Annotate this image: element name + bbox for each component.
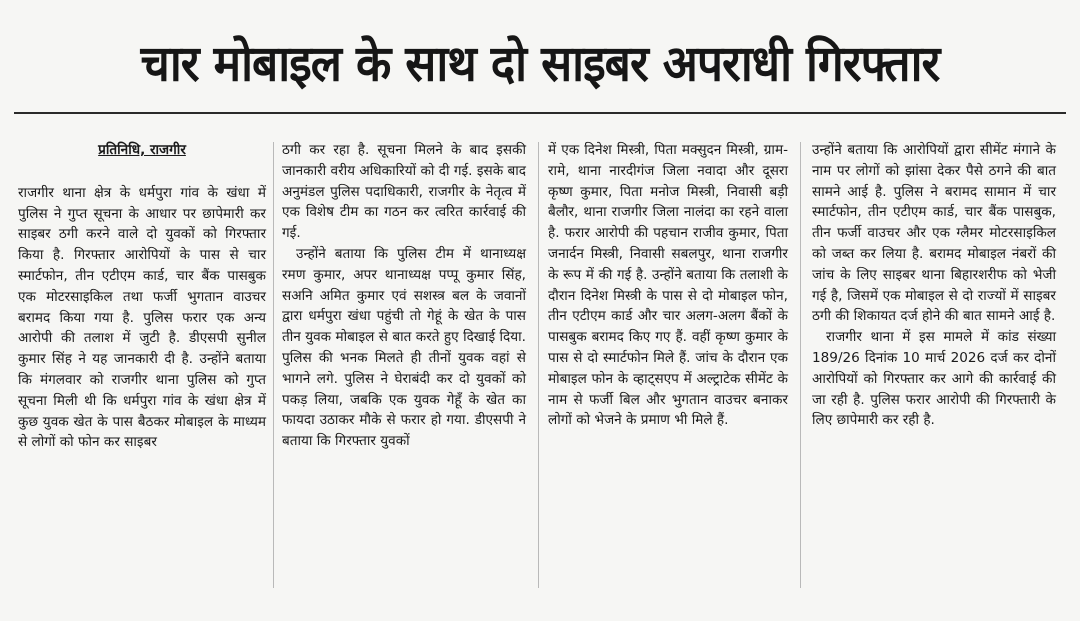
article-column-2: [282, 140, 526, 452]
article-column-1: [18, 140, 266, 453]
column-divider: [273, 142, 274, 588]
paragraph: राजगीर थाना क्षेत्र के धर्मपुरा गांव के खंधा में पुलिस ने गुप्त सूचना के आधार पर छापेमारी कर साइबर ठगी करने वाले दो युवकों को गिरफ्तार किया है. गिरफ्तार आरोपियों के पास से चार स्मार्टफोन, तीन एटीएम कार्ड, चार बैंक पासबुक एक मोटरसाइकिल तथा फर्जी भुगतान वाउचर बरामद किया गया है. पुलिस फरार एक अन्य आरोपी की तलाश में जुटी है. डीएसपी सुनील कुमार सिंह ने यह जानकारी दी है. उन्होंने बताया कि मंगलवार को राजगीर थाना पुलिस को गुप्त सूचना मिली थी कि धर्मपुरा गांव के खंधा क्षेत्र में कुछ युवक खेत के पास बैठकर मोबाइल के माध्यम से लोगों को फोन कर साइबर: [18, 184, 266, 451]
paragraph: राजगीर थाना में इस मामले में कांड संख्या 189/26 दिनांक 10 मार्च 2026 दर्ज कर दोनों आरोपियों को गिरफ्तार कर आगे की कार्रवाई की जा रही है. पुलिस फरार आरोपी की गिरफ्तारी के लिए छापेमारी कर रही है.: [812, 329, 1056, 429]
paragraph: ठगी कर रहा है. सूचना मिलने के बाद इसकी जानकारी वरीय अधिकारियों को दी गई. इसके बाद अनुमंडल पुलिस पदाधिकारी, राजगीर के नेतृत्व में एक विशेष टीम का गठन कर त्वरित कार्रवाई की गई.: [282, 142, 526, 242]
headline: चार मोबाइल के साथ दो साइबर अपराधी गिरफ्तार: [140, 33, 940, 93]
article-column-4: [812, 140, 1056, 431]
column-divider: [800, 142, 801, 588]
paragraph: उन्होंने बताया कि पुलिस टीम में थानाध्यक्ष रमण कुमार, अपर थानाध्यक्ष पप्पू कुमार सिंह, सअनि अमित कुमार एवं सशस्त्र बल के जवानों द्वारा धर्मपुरा खंधा पहुंची तो गेहूं के खेत के पास तीन युवक मोबाइल से बात करते हुए दिखाई दिया. पुलिस की भनक मिलते ही तीनों युवक वहां से भागने लगे. पुलिस ने घेराबंदी कर दो युवकों को पकड़ लिया, जबकि एक युवक गेहूँ के खेत का फायदा उठाकर मौके से फरार हो गया. डीएसपी ने बताया कि गिरफ्तार युवकों: [282, 245, 526, 450]
article-column-3: [548, 140, 788, 431]
paragraph: उन्होंने बताया कि आरोपियों द्वारा सीमेंट मंगाने के नाम पर लोगों को झांसा देकर पैसे ठगने की बात सामने आई है. पुलिस ने बरामद सामान में चार स्मार्टफोन, तीन एटीएम कार्ड, चार बैंक पासबुक, तीन फर्जी वाउचर और एक ग्लैमर मोटरसाइकिल को जब्त कर लिया है. बरामद मोबाइल नंबरों की जांच के लिए साइबर थाना बिहारशरीफ को भेजी गई है, जिसमें एक मोबाइल से दो राज्यों में साइबर ठगी की शिकायत दर्ज होने की बात सामने आई है.: [812, 142, 1056, 325]
headline-rule: [14, 112, 1066, 114]
paragraph: में एक दिनेश मिस्त्री, पिता मक्सुदन मिस्त्री, ग्राम- रामे, थाना नारदीगंज जिला नवादा और दूसरा कृष्ण कुमार, पिता मनोज मिस्त्री, निवासी बड़ी बैलौर, थाना राजगीर जिला नालंदा का रहने वाला है. फरार आरोपी की पहचान राजीव कुमार, पिता जनार्दन मिस्त्री, निवासी सबलपुर, थाना राजगीर के रूप में की गई है. उन्होंने बताया कि तलाशी के दौरान दिनेश मिस्त्री के पास से दो मोबाइल फोन, तीन एटीएम कार्ड और चार अलग-अलग बैंकों के पासबुक बरामद किए गए हैं. वहीं कृष्ण कुमार के पास से दो स्मार्टफोन मिले हैं. जांच के दौरान एक मोबाइल फोन के व्हाट्सएप में अल्ट्राटेक सीमेंट के नाम से फर्जी बिल और भुगतान वाउचर बनाकर लोगों को भेजने के प्रमाण भी मिले हैं.: [548, 142, 788, 429]
byline: प्रतिनिधि, राजगीर: [98, 142, 186, 158]
column-divider: [538, 142, 539, 588]
